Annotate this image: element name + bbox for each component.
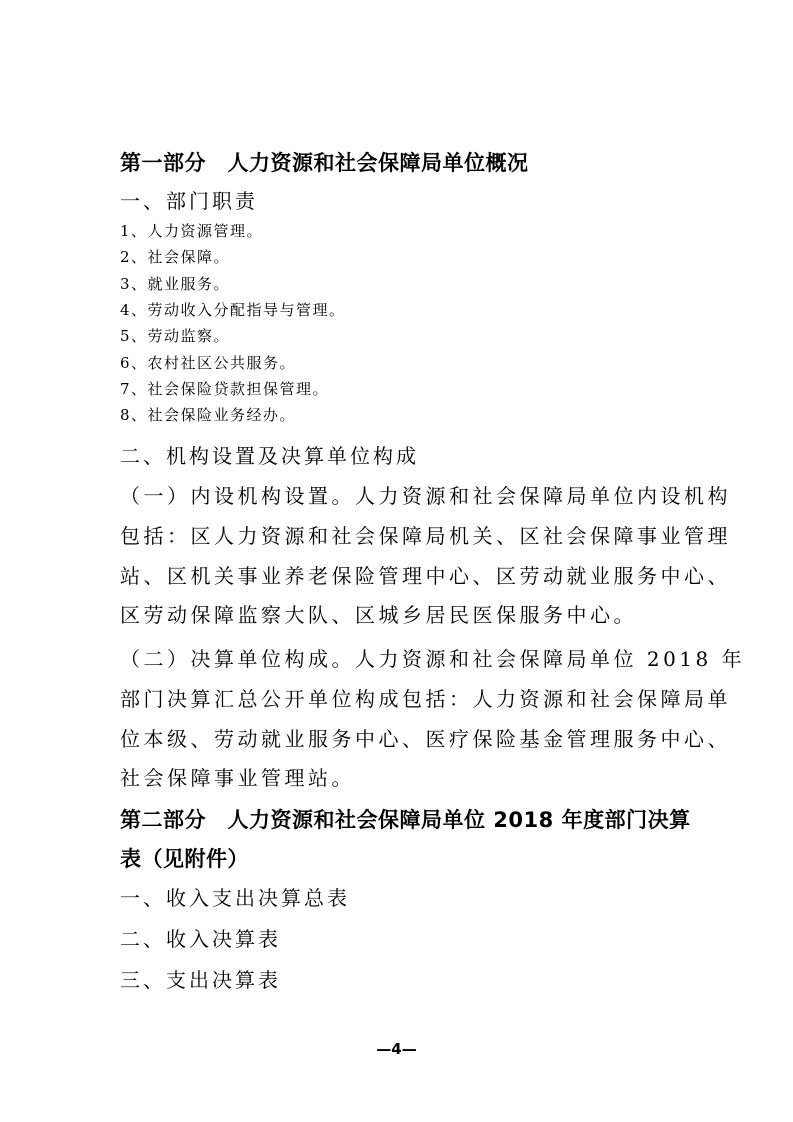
duty-item: 3、就业服务。 — [120, 275, 231, 293]
paragraph-line: 位本级、劳动就业服务中心、医疗保险基金管理服务中心、 — [120, 727, 731, 751]
duty-item: 7、社会保险贷款担保管理。 — [120, 380, 330, 398]
duty-item: 4、劳动收入分配指导与管理。 — [120, 301, 346, 319]
paragraph-line: （一）内设机构设置。人力资源和社会保障局单位内设机构 — [120, 484, 731, 508]
section1-heading: 一、部门职责 — [120, 189, 258, 213]
paragraph-line: 部门决算汇总公开单位构成包括：人力资源和社会保障局单 — [120, 687, 731, 711]
paragraph-line: 站、区机关事业养老保险管理中心、区劳动就业服务中心、 — [120, 564, 731, 588]
duty-item: 1、人力资源管理。 — [120, 222, 264, 240]
duty-item: 8、社会保险业务经办。 — [120, 406, 297, 424]
duty-item: 5、劳动监察。 — [120, 327, 231, 345]
attachment-item: 三、支出决算表 — [120, 968, 281, 992]
paragraph-line: 包括：区人力资源和社会保障局机关、区社会保障事业管理 — [120, 524, 731, 548]
part2-title: 第二部分 人力资源和社会保障局单位 2018 年度部门决算 — [120, 808, 691, 832]
duty-item: 2、社会保障。 — [120, 248, 231, 266]
paragraph-line: （二）决算单位构成。人力资源和社会保障局单位 2018 年 — [120, 647, 746, 671]
attachment-item: 二、收入决算表 — [120, 927, 281, 951]
attachment-item: 一、收入支出决算总表 — [120, 886, 350, 910]
section2-heading: 二、机构设置及决算单位构成 — [120, 444, 419, 468]
part1-title: 第一部分 人力资源和社会保障局单位概况 — [120, 151, 529, 175]
part2-title-cont: 表（见附件） — [120, 847, 249, 871]
duty-item: 6、农村社区公共服务。 — [120, 354, 297, 372]
paragraph-line: 区劳动保障监察大队、区城乡居民医保服务中心。 — [120, 603, 637, 627]
page-number: —4— — [376, 1040, 417, 1058]
paragraph-line: 社会保障事业管理站。 — [120, 766, 355, 790]
